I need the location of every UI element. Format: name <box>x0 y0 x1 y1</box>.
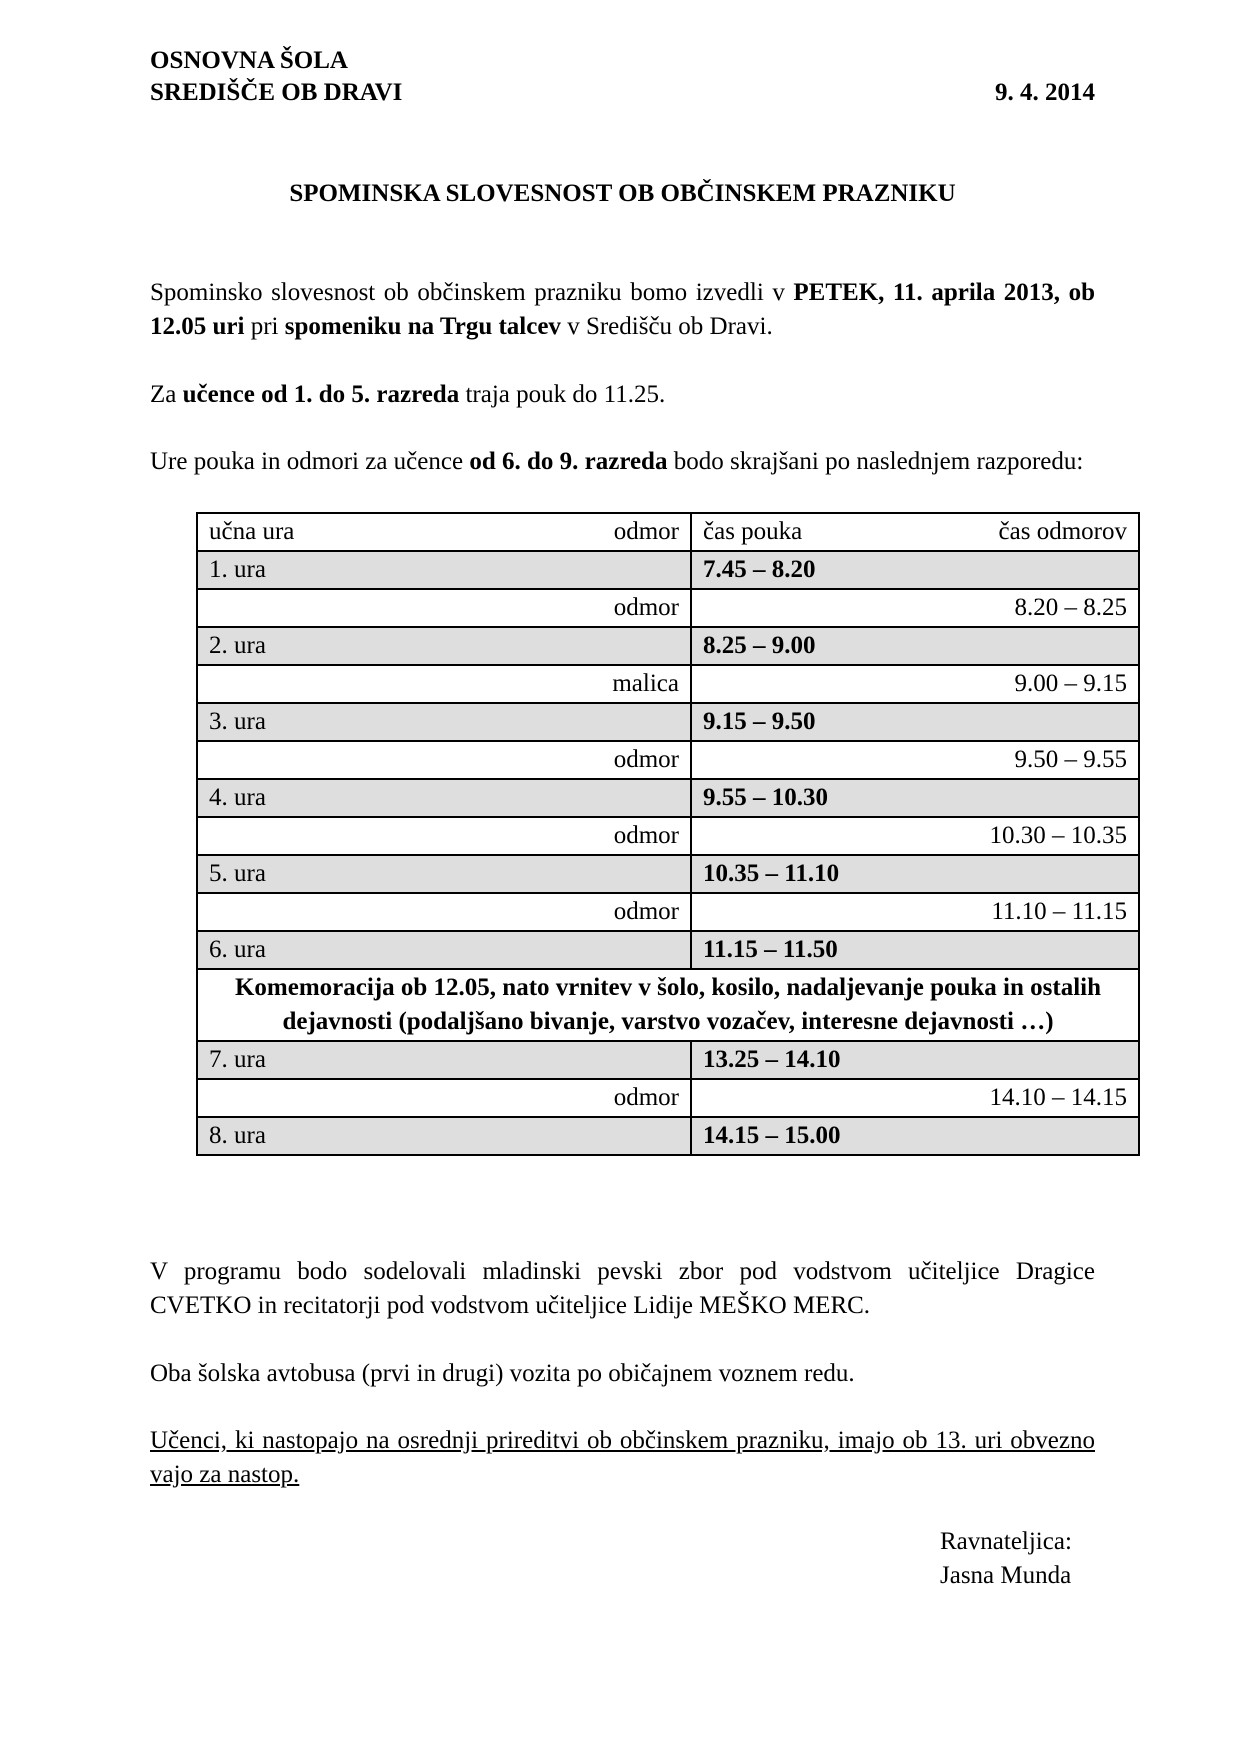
lower-grades-group: učence od 1. do 5. razreda <box>182 381 460 408</box>
lower-grades-paragraph <box>150 378 1095 412</box>
break-name-cell: odmor <box>197 1079 691 1117</box>
school-name <box>150 45 402 109</box>
lesson-time-cell: 8.25 – 9.00 <box>691 627 1139 665</box>
commemoration-note-row <box>197 969 1139 1041</box>
header-break: odmor <box>613 518 679 545</box>
break-time-cell: 11.10 – 11.15 <box>691 893 1139 931</box>
break-name-cell: malica <box>197 665 691 703</box>
lesson-time-cell: 9.55 – 10.30 <box>691 779 1139 817</box>
break-time-cell: 14.10 – 14.15 <box>691 1079 1139 1117</box>
break-row <box>197 741 1139 779</box>
lesson-row <box>197 551 1139 589</box>
header-break-time: čas odmorov <box>998 518 1127 545</box>
lesson-row <box>197 779 1139 817</box>
break-row <box>197 1079 1139 1117</box>
lesson-name-cell: 2. ura <box>197 627 691 665</box>
document-date: 9. 4. 2014 <box>995 79 1095 106</box>
break-time-cell: 9.50 – 9.55 <box>691 741 1139 779</box>
lesson-name-cell: 6. ura <box>197 931 691 969</box>
signature-block <box>940 1525 1072 1593</box>
lesson-name-cell: 7. ura <box>197 1041 691 1079</box>
lesson-name-cell: 5. ura <box>197 855 691 893</box>
lesson-name-cell: 4. ura <box>197 779 691 817</box>
header-cell-left <box>197 513 691 551</box>
school-name-line1: OSNOVNA ŠOLA <box>150 47 348 74</box>
lesson-row <box>197 931 1139 969</box>
schedule-table <box>196 512 1140 1156</box>
lesson-row <box>197 1117 1139 1155</box>
intro-text-3: v Središču ob Dravi. <box>560 313 773 340</box>
lesson-name-cell: 3. ura <box>197 703 691 741</box>
break-name-cell: odmor <box>197 817 691 855</box>
upper-grades-text-1: Ure pouka in odmori za učence <box>150 448 470 475</box>
signature-role: Ravnateljica: <box>940 1528 1072 1555</box>
document-title: SPOMINSKA SLOVESNOST OB OBČINSKEM PRAZNIKU <box>289 180 956 207</box>
lesson-time-cell: 13.25 – 14.10 <box>691 1041 1139 1079</box>
signature-name: Jasna Munda <box>940 1562 1072 1589</box>
intro-paragraph <box>150 276 1095 344</box>
lesson-row <box>197 627 1139 665</box>
lesson-time-cell: 9.15 – 9.50 <box>691 703 1139 741</box>
lower-grades-text-1: Za <box>150 381 183 408</box>
break-row <box>197 589 1139 627</box>
lesson-time-cell: 10.35 – 11.10 <box>691 855 1139 893</box>
header-lesson: učna ura <box>209 518 295 545</box>
break-time-cell: 10.30 – 10.35 <box>691 817 1139 855</box>
lesson-name-cell: 1. ura <box>197 551 691 589</box>
lower-grades-text-2: traja pouk do 11.25. <box>459 381 666 408</box>
lesson-time-cell: 7.45 – 8.20 <box>691 551 1139 589</box>
rehearsal-paragraph: Učenci, ki nastopajo na osrednji prireditvi ob občinskem prazniku, imajo ob 13. uri obvezno vajo za nastop. <box>150 1427 1095 1488</box>
lesson-name-cell: 8. ura <box>197 1117 691 1155</box>
buses-paragraph: Oba šolska avtobusa (prvi in drugi) vozita po običajnem voznem redu. <box>150 1360 855 1387</box>
break-name-cell: odmor <box>197 589 691 627</box>
lesson-row <box>197 855 1139 893</box>
lesson-time-cell: 11.15 – 11.50 <box>691 931 1139 969</box>
break-row <box>197 893 1139 931</box>
break-name-cell: odmor <box>197 893 691 931</box>
commemoration-note: Komemoracija ob 12.05, nato vrnitev v šolo, kosilo, nadaljevanje pouka in ostalih dejavnosti (podaljšano bivanje, varstvo vozačev, interesne dejavnosti …) <box>197 969 1139 1041</box>
lesson-row <box>197 703 1139 741</box>
intro-location: spomeniku na Trgu talcev <box>284 313 561 340</box>
upper-grades-paragraph <box>150 445 1095 479</box>
intro-text-1: Spominsko slovesnost ob občinskem prazniku bomo izvedli v <box>150 279 794 306</box>
break-row <box>197 817 1139 855</box>
schedule-header-row <box>197 513 1139 551</box>
break-name-cell: odmor <box>197 741 691 779</box>
header-cell-right <box>691 513 1139 551</box>
break-time-cell: 9.00 – 9.15 <box>691 665 1139 703</box>
break-row <box>197 665 1139 703</box>
upper-grades-text-2: bodo skrajšani po naslednjem razporedu: <box>667 448 1084 475</box>
intro-date-time: PETEK, 11. aprila 2013, ob 12.05 uri <box>150 279 1095 340</box>
break-time-cell: 8.20 – 8.25 <box>691 589 1139 627</box>
intro-text-2: pri <box>244 313 285 340</box>
lesson-row <box>197 1041 1139 1079</box>
header-lesson-time: čas pouka <box>703 518 803 545</box>
program-paragraph: V programu bodo sodelovali mladinski pevski zbor pod vodstvom učiteljice Dragice CVETKO in recitatorji pod vodstvom učiteljice Lidije MEŠKO MERC. <box>150 1258 1095 1319</box>
school-name-line2: SREDIŠČE OB DRAVI <box>150 79 403 106</box>
lesson-time-cell: 14.15 – 15.00 <box>691 1117 1139 1155</box>
upper-grades-group: od 6. do 9. razreda <box>469 448 668 475</box>
